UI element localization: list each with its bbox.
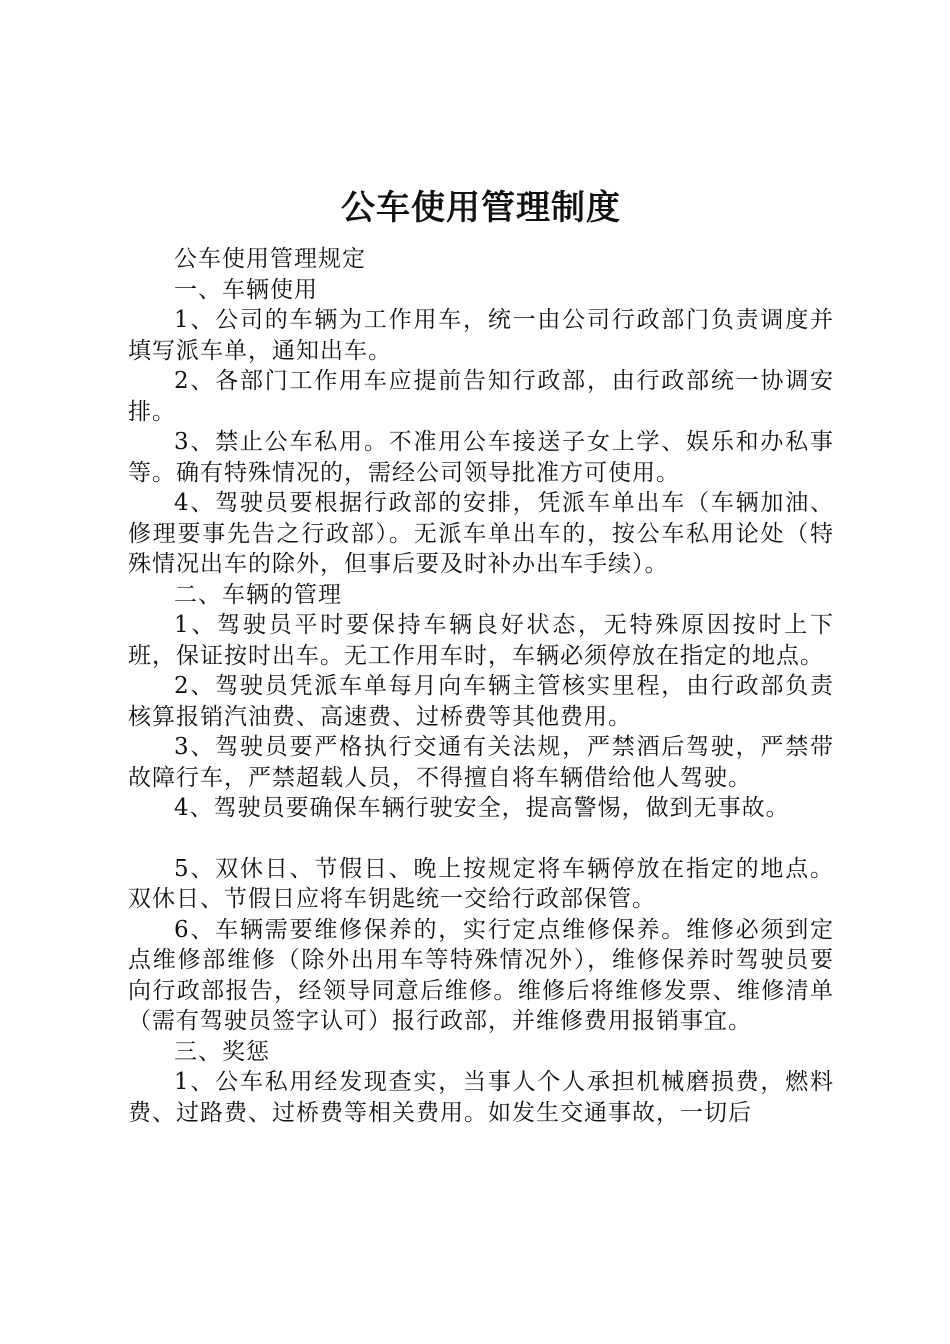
paragraph-use-2: 2、各部门工作用车应提前告知行政部，由行政部统一协调安排。	[128, 368, 834, 425]
paragraph-management-4: 4、驾驶员要确保车辆行驶安全，提高警惕，做到无事故。	[174, 795, 790, 821]
blank-line	[128, 824, 834, 854]
paragraph-management-2: 2、驾驶员凭派车单每月向车辆主管核实里程，由行政部负责核算报销汽油费、高速费、过桥费等其他费用。	[128, 673, 834, 730]
paragraph-management-6: 6、车辆需要维修保养的，实行定点维修保养。维修必须到定点维修部维修（除外出用车等特殊情况外），维修保养时驾驶员要向行政部报告，经领导同意后维修。维修后将维修发票、维修清单（需有驾驶员签字认可）报行政部，并维修费用报销事宜。	[128, 916, 834, 1034]
paragraph-management-5: 5、双休日、节假日、晚上按规定将车辆停放在指定的地点。双休日、节假日应将车钥匙统一交给行政部保管。	[128, 855, 834, 912]
section-heading-vehicle-management: 二、车辆的管理	[174, 581, 342, 608]
paragraph-use-4: 4、驾驶员要根据行政部的安排，凭派车单出车（车辆加油、修理要事先告之行政部）。无派车单出车的，按公车私用论处（特殊情况出车的除外，但事后要及时补办出车手续）。	[128, 490, 834, 577]
document-page	[128, 176, 834, 1128]
paragraph-management-1: 1、驾驶员平时要保持车辆良好状态，无特殊原因按时上下班，保证按时出车。无工作用车时，车辆必须停放在指定的地点。	[128, 612, 834, 669]
paragraph-use-1: 1、公司的车辆为工作用车，统一由公司行政部门负责调度并填写派车单，通知出车。	[128, 307, 834, 364]
paragraph-management-3: 3、驾驶员要严格执行交通有关法规，严禁酒后驾驶，严禁带故障行车，严禁超载人员，不得擅自将车辆借给他人驾驶。	[128, 734, 834, 791]
subtitle-paragraph: 公车使用管理规定	[174, 246, 366, 272]
paragraph-rewards-1: 1、公车私用经发现查实，当事人个人承担机械磨损费，燃料费、过路费、过桥费等相关费用。如发生交通事故，一切后	[128, 1069, 834, 1126]
document-title: 公车使用管理制度	[341, 188, 621, 228]
paragraph-use-3: 3、禁止公车私用。不准用公车接送子女上学、娱乐和办私事等。确有特殊情况的，需经公司领导批准方可使用。	[128, 429, 834, 486]
section-heading-vehicle-use: 一、车辆使用	[174, 276, 318, 303]
section-heading-rewards-penalties: 三、奖惩	[174, 1038, 270, 1065]
